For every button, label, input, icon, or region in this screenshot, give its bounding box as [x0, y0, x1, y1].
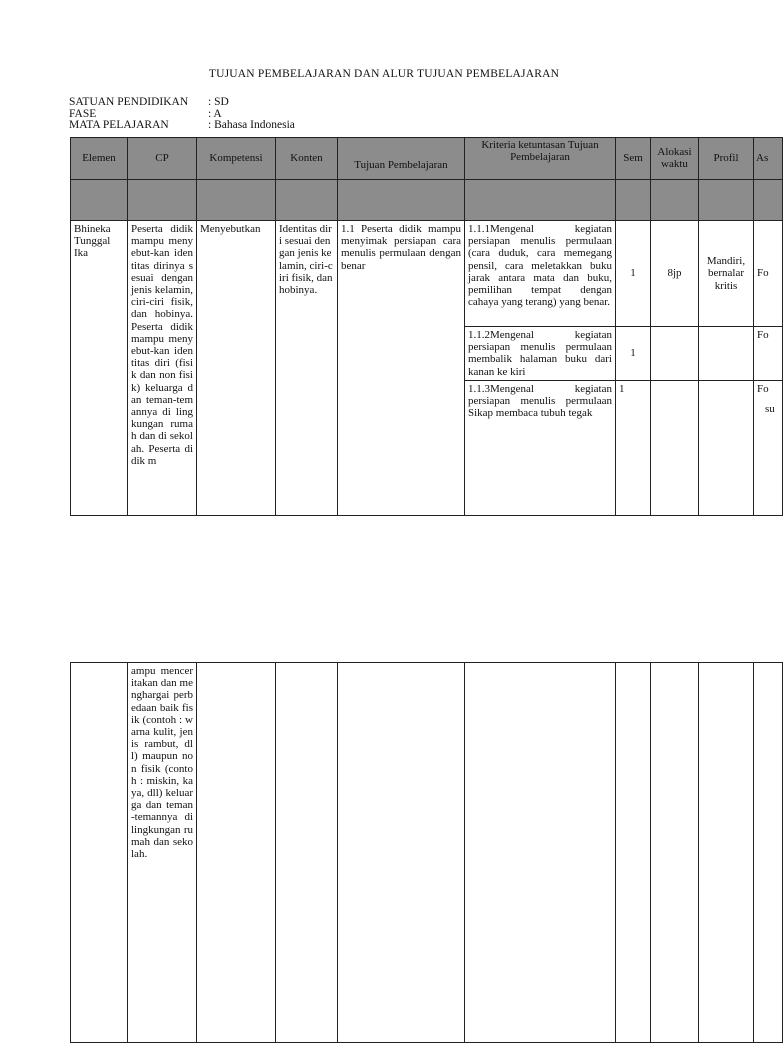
cell-alokasi-1: 8jp	[651, 221, 699, 327]
header-konten: Konten	[276, 138, 338, 180]
header-tujuan: Tujuan Pembelajaran	[338, 138, 465, 180]
document-meta	[69, 97, 295, 132]
meta-row-satuan	[69, 97, 295, 109]
cell-sem-3: 1	[616, 380, 651, 515]
cell-asesmen-2: Fo	[754, 327, 783, 381]
cell-tujuan: 1.1 Peserta didik mampu menyimak persiapan cara menulis permulaan dengan benar	[338, 221, 465, 516]
cell-kriteria-3: 1.1.3Mengenal kegiatan persiapan menulis permulaan Sikap membaca tubuh tegak	[465, 380, 616, 515]
header-kompetensi: Kompetensi	[197, 138, 276, 180]
learning-objectives-table-continued	[70, 662, 783, 1043]
table-row	[71, 663, 783, 1043]
page-title: TUJUAN PEMBELAJARAN DAN ALUR TUJUAN PEMBELAJARAN	[208, 68, 560, 80]
asesmen-extra-text: su	[765, 403, 775, 416]
meta-value: : A	[208, 107, 222, 120]
cell-konten: Identitas diri sesuai dengan jenis kelamin, ciri-ciri fisik, dan hobinya.	[276, 221, 338, 516]
cell-alokasi-2	[651, 327, 699, 381]
meta-label: FASE	[69, 107, 97, 120]
cell-kriteria-2: 1.1.2Mengenal kegiatan persiapan menulis permulaan membalik halaman buku dari kanan ke kiri	[465, 327, 616, 381]
cell-kriteria-1: 1.1.1Mengenal kegiatan persiapan menulis permulaan (cara duduk, cara memegang pensil, cara meletakkan buku jarak antara mata dan buku, pemilihan tempat dengan cahaya yang terang) yang benar.	[465, 221, 616, 327]
cell-alokasi-3	[651, 380, 699, 515]
header-alokasi: Alokasi waktu	[651, 138, 699, 180]
cell-cp-continued: ampu menceritakan dan menghargai perbedaan baik fisik (contoh : warna kulit, jenis rambut, dll) maupun non fisik (contoh : miskin, kaya, dll) keluarga dan teman-temannya di lingkungan rumah dan sekolah.	[128, 663, 197, 1043]
cell-asesmen-3	[754, 380, 783, 515]
cell-kompetensi: Menyebutkan	[197, 221, 276, 516]
meta-label: SATUAN PENDIDIKAN	[69, 96, 189, 108]
header-profil: Profil	[699, 138, 754, 180]
table-row	[71, 221, 783, 327]
header-sem: Sem	[616, 138, 651, 180]
meta-row-mapel	[69, 120, 295, 132]
asesmen-text: Fo	[757, 382, 769, 395]
meta-value: : Bahasa Indonesia	[208, 119, 295, 131]
learning-objectives-table	[70, 137, 783, 516]
table-header-row	[71, 138, 783, 180]
header-elemen: Elemen	[71, 138, 128, 180]
cell-asesmen-1: Fo	[754, 221, 783, 327]
cell-profil: Mandiri, bernalar kritis	[699, 221, 754, 327]
cell-elemen: Bhineka Tunggal Ika	[71, 221, 128, 516]
cell-profil-2	[699, 327, 754, 381]
header-kriteria: Kriteria ketuntasan Tujuan Pembelajaran	[465, 138, 616, 180]
cell-profil-3	[699, 380, 754, 515]
header-cp: CP	[128, 138, 197, 180]
header-asesmen: As	[754, 138, 783, 180]
meta-label: MATA PELAJARAN	[69, 119, 169, 131]
cell-sem-2: 1	[616, 327, 651, 381]
cell-cp: Peserta didik mampu menyebut-kan identitas dirinya sesuai dengan jenis kelamin, ciri-ciri fisik, dan hobinya. Peserta didik mampu menyebut-kan identitas diri (fisik dan non fisik) keluarga dan teman-temannya di lingkungan rumah dan di sekolah. Peserta didik m	[128, 221, 197, 516]
table-header-spacer-row	[71, 180, 783, 221]
meta-value: : SD	[208, 96, 229, 108]
cell-sem-1: 1	[616, 221, 651, 327]
